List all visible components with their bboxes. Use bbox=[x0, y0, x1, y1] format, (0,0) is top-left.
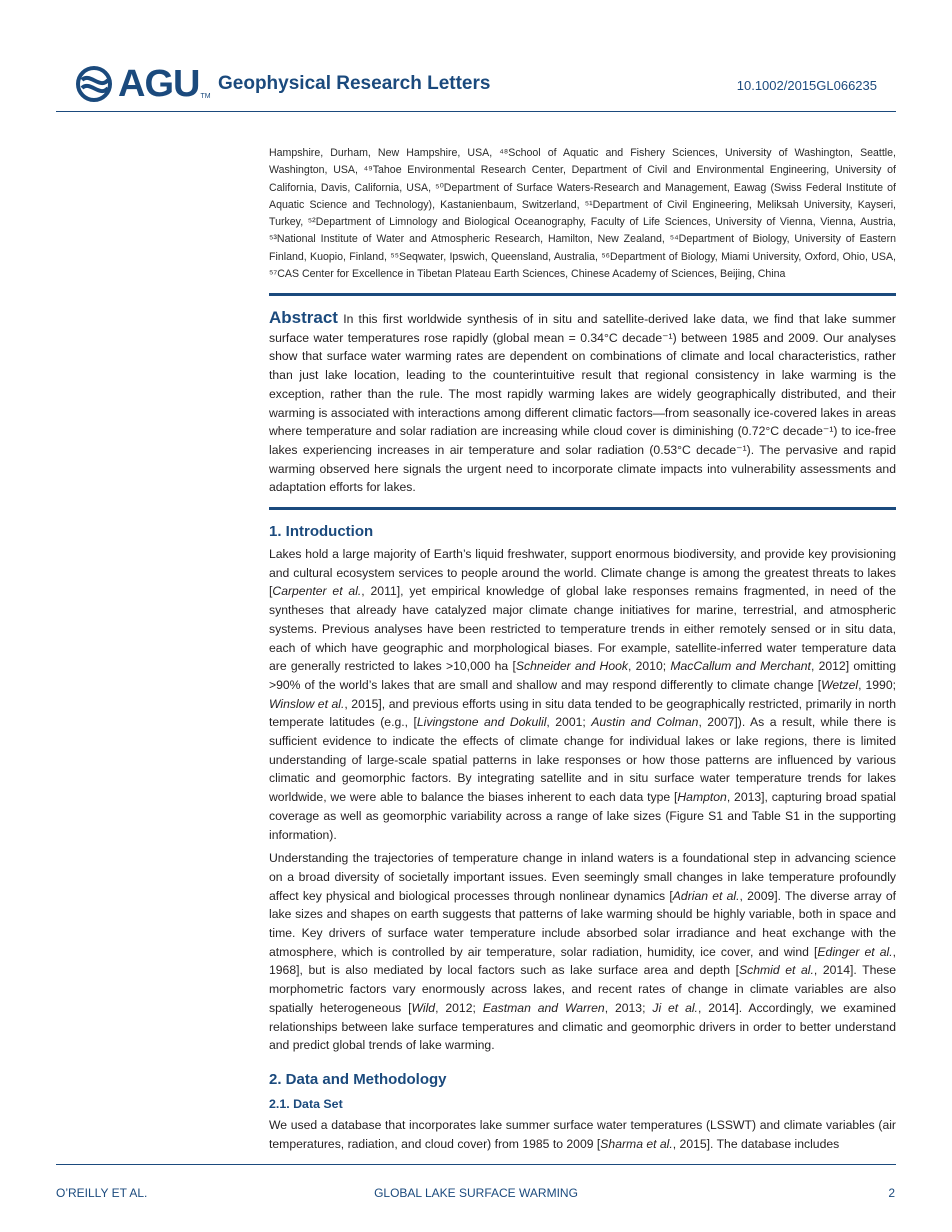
abstract-title: Abstract bbox=[269, 308, 338, 327]
text: , 1968], but is also mediated by local factors such as lake surface area and depth [ bbox=[269, 944, 896, 978]
page-header bbox=[0, 0, 952, 112]
citation: Carpenter et al. bbox=[272, 584, 362, 599]
abstract-rule-bottom bbox=[269, 507, 896, 510]
doi: 10.1002/2015GL066235 bbox=[736, 78, 877, 93]
affiliations: Hampshire, Durham, New Hampshire, USA, ⁴⁸School of Aquatic and Fishery Sciences, University of Washington, Seattle, Washington, USA, ⁴⁹Tahoe Environmental Research Center, Department of Civil and Environmental Engineering, University of California, Davis, California, USA, ⁵⁰Department of Surface Waters-Research and Management, Eawag (Swiss Federal Institute of Aquatic Science and Technology), Kastanienbaum, Switzerland, ⁵¹Department of Civil Engineering, Meliksah University, Kayseri, Turkey, ⁵²Department of Limnology and Biological Oceanography, Faculty of Life Sciences, University of Vienna, Vienna, Austria, ⁵³National Institute of Water and Atmospheric Research, Hamilton, New Zealand, ⁵⁴Department of Biology, University of Eastern Finland, Kuopio, Finland, ⁵⁵Seqwater, Ipswich, Queensland, Australia, ⁵⁶Department of Biology, Miami University, Oxford, Ohio, USA, ⁵⁷CAS Center for Excellence in Tibetan Plateau Earth Sciences, Chinese Academy of Sciences, Beijing, China bbox=[269, 147, 896, 281]
introduction-body bbox=[269, 545, 896, 1055]
methods-heading: 2. Data and Methodology bbox=[269, 1071, 447, 1088]
citation: Winslow et al. bbox=[269, 696, 345, 711]
abstract-text: In this first worldwide synthesis of in situ and satellite-derived lake data, we find that lake summer surface water temperatures rose rapidly (global mean = 0.34°C decade⁻¹) between 1985 and 2009. Our analyses show that surface water warming rates are dependent on combinations of climate and local characteristics, rather than just lake location, leading to the counterintuitive result that regional consistency in lake warming is the exception, rather than the rule. The most rapidly warming lakes are widely geographically distributed, and their warming is associated with interactions among different climatic factors—from seasonally ice-covered lakes in areas where temperature and solar radiation are increasing while cloud cover is diminishing (0.72°C decade⁻¹) to ice-free lakes experiencing increases in air temperature and solar radiation (0.53°C decade⁻¹). The pervasive and rapid warming observed here signals the urgent need to incorporate climate impacts into vulnerability assessments and adaptation efforts for lakes. bbox=[269, 312, 896, 495]
text: , 2009]. The diverse array of lake sizes and shapes on earth suggests that patterns of lake warming should be highly variable, both in space and time. Key drivers of surface water temperature include absorbed solar irradiance and heat exchange with the atmosphere, which is controlled by air temperature, solar radiation, humidity, ice cover, and wind [ bbox=[269, 888, 896, 959]
text: , 2012; bbox=[435, 1000, 483, 1015]
text: We used a database that incorporates lake summer surface water temperatures (LSSWT) and climate variables (air temperatures, radiation, and cloud cover) from 1985 to 2009 [ bbox=[269, 1118, 896, 1151]
introduction-heading: 1. Introduction bbox=[269, 523, 374, 540]
intro-paragraph-1 bbox=[269, 545, 896, 844]
page-number: 2 bbox=[888, 1186, 895, 1200]
methods-body bbox=[269, 1116, 896, 1153]
citation: Adrian et al. bbox=[672, 888, 740, 903]
citation: Schmid et al. bbox=[739, 963, 814, 978]
text: , 2011], yet empirical knowledge of global lake responses remains fragmented, in need of the syntheses that already have catalyzed major climate change initiatives for marine, terrestrial, and atmospheric systems. Previous analyses have been restricted to temperature trends in either remotely sensed or in situ data, each of which have geographic and morphological biases. For example, satellite-inferred water temperature data are generally restricted to lakes >10,000 ha [ bbox=[269, 584, 896, 674]
text: , 2001; bbox=[546, 715, 592, 730]
dataset-subheading: 2.1. Data Set bbox=[269, 1097, 343, 1111]
citation: Austin and Colman bbox=[591, 715, 699, 730]
citation: Eastman and Warren bbox=[482, 1000, 605, 1015]
citation: Edinger et al. bbox=[817, 944, 893, 959]
text: , 1990; bbox=[858, 677, 896, 692]
text: , 2013; bbox=[604, 1000, 653, 1015]
logo-trademark: TM bbox=[200, 93, 211, 100]
abstract bbox=[269, 309, 896, 497]
text: , 2014]. Accordingly, we examined relationships between lake surface temperatures and climatic and geomorphic drivers in order to better understand and predict global trends of lake warming. bbox=[269, 1000, 896, 1053]
running-title: GLOBAL LAKE SURFACE WARMING bbox=[374, 1186, 578, 1200]
text: Understanding the trajectories of temperature change in inland waters is a foundational step in advancing science on a broad diversity of societally important issues. Even seemingly small changes in lake temperature profoundly affect key physical and biological processes through nonlinear dynamics [ bbox=[269, 851, 896, 903]
citation: Wild bbox=[411, 1000, 436, 1015]
text: , 2013], capturing broad spatial coverage as well as geomorphic variability across a range of lake sizes (Figure S1 and Table S1 in the supporting information). bbox=[269, 790, 897, 842]
journal-title: Geophysical Research Letters bbox=[218, 73, 491, 94]
citation: MacCallum and Merchant bbox=[670, 659, 811, 674]
footer-rule bbox=[56, 1164, 896, 1165]
footer-authors: O’REILLY ET AL. bbox=[56, 1186, 148, 1200]
citation: Ji et al. bbox=[652, 1000, 698, 1015]
agu-globe-icon bbox=[76, 66, 116, 102]
text: Lakes hold a large majority of Earth’s liquid freshwater, support enormous biodiversity, and provide key provisioning and cultural ecosystem services to people around the world. Climate change is among the greatest threats to lakes [ bbox=[269, 547, 896, 599]
text: , 2010; bbox=[628, 659, 671, 674]
agu-logo bbox=[76, 63, 211, 105]
citation: Wetzel bbox=[821, 677, 859, 692]
text: , 2015]. The database includes bbox=[672, 1136, 840, 1151]
text: , 2012] omitting >90% of the world’s lakes that are small and shallow and may respond differently to climate change [ bbox=[269, 659, 896, 692]
text: , 2015], and previous efforts using in situ data tended to be geographically restricted, primarily in north temperate latitudes (e.g., [ bbox=[269, 696, 896, 730]
text: , 2007]). As a result, while there is sufficient evidence to indicate the effects of climate change for individual lakes or lake regions, there is limited understanding of large-scale spatial patterns in lake responses or how those patterns are influenced by various climatic and geomorphic factors. By integrating satellite and in situ surface water temperature trends for lakes worldwide, we were able to balance the biases inherent to each data type [ bbox=[269, 715, 896, 805]
logo-text: AGU bbox=[118, 63, 200, 105]
intro-paragraph-2 bbox=[269, 849, 896, 1055]
citation: Livingstone and Dokulil bbox=[416, 715, 547, 730]
citation: Schneider and Hook bbox=[515, 659, 628, 674]
citation: Hampton bbox=[677, 790, 727, 805]
citation: Sharma et al. bbox=[600, 1136, 673, 1151]
abstract-rule-top bbox=[269, 293, 896, 296]
methods-paragraph-1 bbox=[269, 1116, 896, 1153]
text: , 2014]. These morphometric factors vary enormously across lakes, and recent rates of change in climate variables are also spatially heterogeneous [ bbox=[269, 963, 896, 1015]
header-rule bbox=[56, 111, 896, 112]
